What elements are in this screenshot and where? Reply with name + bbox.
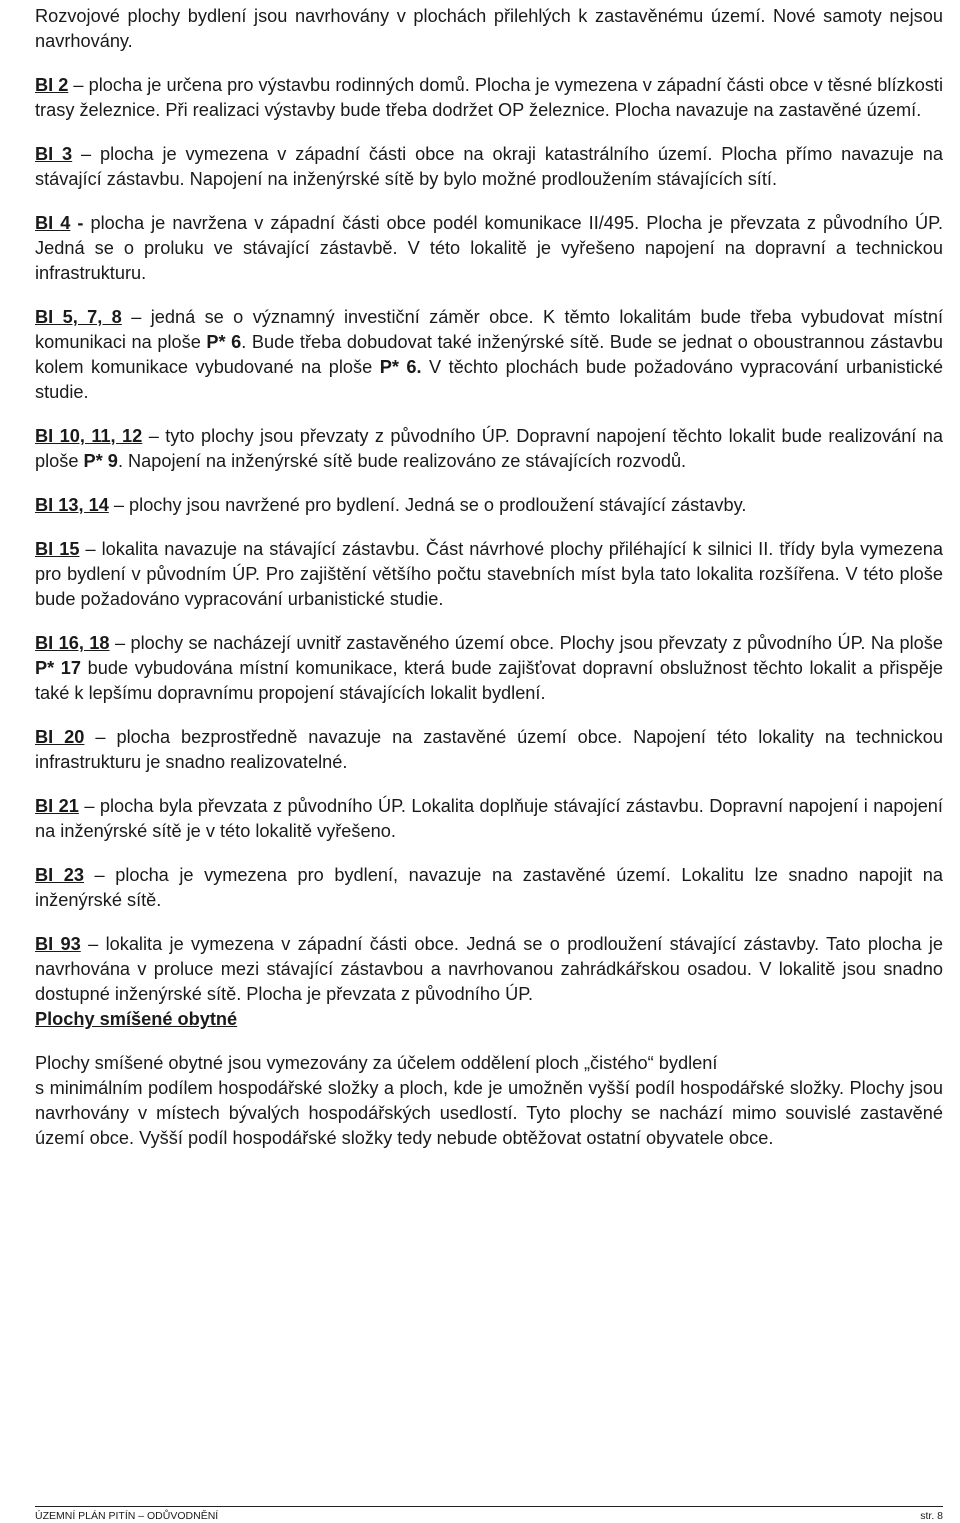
paragraph-text: – plocha je vymezena pro bydlení, navazuje na zastavěné území. Lokalitu lze snadno napojit na inženýrské sítě. [35,865,943,910]
paragraph-text: – plocha bezprostředně navazuje na zastavěné území obce. Napojení této lokality na technickou infrastrukturu je snadno realizovatelné. [35,727,943,772]
plot-reference: P* 6. [379,357,422,377]
paragraph-text: – plocha byla převzata z původního ÚP. Lokalita doplňuje stávající zástavbu. Dopravní napojení i napojení na inženýrské sítě je v této lokalitě vyřešeno. [35,796,943,841]
plot-code: BI 23 [35,865,84,885]
plot-code: BI 2 [35,75,69,95]
page-footer [35,1506,943,1522]
plot-code: BI 20 [35,727,85,747]
footer-page-number: str. 8 [920,1510,943,1522]
paragraph-bi-20 [35,725,943,775]
plot-code: BI 16, 18 [35,633,110,653]
plot-code: BI 4 [35,213,71,233]
paragraph-text: – jedná se o významný investiční záměr obce. K těmto lokalitám bude třeba vybudovat místní komunikaci na ploše [35,307,943,352]
paragraph-bi-23 [35,863,943,913]
paragraph-text: – lokalita navazuje na stávající zástavbu. Část návrhové plochy přiléhající k silnici II. třídy byla vymezena pro bydlení v původním ÚP. Pro zajištění většího počtu stavebních míst byla tato lokalita rozšířena. V této ploše bude požadováno vypracování urbanistické studie. [35,539,943,609]
paragraph-text: – lokalita je vymezena v západní části obce. Jedná se o prodloužení stávající zástavby. Tato plocha je navrhována v proluce mezi stávající zástavbou a navrhovanou zahrádkářskou osadou. V lokalitě jsou snadno dostupné inženýrské sítě. Plocha je převzata z původního ÚP. [35,934,943,1004]
paragraph-intro [35,4,943,54]
paragraph-first-line: Plochy smíšené obytné jsou vymezovány za účelem oddělení ploch „čistého“ bydlení [35,1053,718,1073]
plot-code: BI 5, 7, 8 [35,307,122,327]
paragraph-text: – plochy se nacházejí uvnitř zastavěného území obce. Plochy jsou převzaty z původního ÚP. Na ploše [109,633,943,653]
paragraph-text: bude vybudována místní komunikace, která bude zajišťovat dopravní obslužnost těchto lokalit a přispěje také k lepšímu dopravnímu propojení stávajících lokalit bydlení. [35,658,943,703]
paragraph-text: s minimálním podílem hospodářské složky a ploch, kde je umožněn vyšší podíl hospodářské složky. Plochy jsou navrhovány v místech bývalých hospodářských usedlostí. Tyto plochy se nachází mimo souvislé zastavěné území obce. Vyšší podíl hospodářské složky tedy nebude obtěžovat ostatní obyvatele obce. [35,1078,943,1148]
paragraph-bi-3 [35,142,943,192]
paragraph-text: – plocha je určena pro výstavbu rodinných domů. Plocha je vymezena v západní části obce v těsné blízkosti trasy železnice. Při realizaci výstavby bude třeba dodržet OP železnice. Plocha navazuje na zastavěné území. [35,75,944,120]
paragraph-bi-10-11-12 [35,424,943,474]
plot-reference: P* 6 [206,332,242,352]
document-body [35,4,943,1151]
paragraph-bi-2 [35,73,943,123]
paragraph-bi-13-14 [35,493,943,518]
paragraph-bi-4 [35,211,943,286]
plot-code: BI 10, 11, 12 [35,426,143,446]
paragraph-text: . Napojení na inženýrské sítě bude realizováno ze stávajících rozvodů. [117,451,687,471]
plot-code: BI 13, 14 [35,495,109,515]
paragraph-text: – plocha je vymezena v západní části obce na okraji katastrálního území. Plocha přímo navazuje na stávající zástavbu. Napojení na inženýrské sítě by bylo možné prodloužením stávajících sítí. [35,144,943,189]
separator: - [70,213,91,233]
plot-reference: P* 9 [83,451,118,471]
paragraph-bi-5-7-8 [35,305,943,405]
plot-code: BI 93 [35,934,81,954]
plot-code: BI 21 [35,796,79,816]
paragraph-text: plocha je navržena v západní části obce podél komunikace II/495. Plocha je převzata z původního ÚP. Jedná se o proluku ve stávající zástavbě. V této lokalitě je vyřešeno napojení na dopravní a technickou infrastrukturu. [35,213,943,283]
paragraph-text: Rozvojové plochy bydlení jsou navrhovány v plochách přilehlých k zastavěnému území. Nové samoty nejsou navrhovány. [35,6,943,51]
plot-reference: P* 17 [35,658,82,678]
footer-document-title: ÚZEMNÍ PLÁN PITÍN – ODŮVODNĚNÍ [35,1510,219,1522]
paragraph-bi-15 [35,537,943,612]
paragraph-text: . Bude třeba dobudovat také inženýrské sítě. Bude se jednat o oboustrannou zástavbu kolem komunikace vybudované na ploše [35,332,943,377]
paragraph-bi-16-18 [35,631,943,706]
paragraph-bi-21 [35,794,943,844]
plot-code: BI 3 [35,144,73,164]
paragraph-bi-93 [35,932,943,1007]
plot-code: BI 15 [35,539,80,559]
paragraph-text: V těchto plochách bude požadováno vypracování urbanistické studie. [35,357,943,402]
paragraph-text: – tyto plochy jsou převzaty z původního ÚP. Dopravní napojení těchto lokalit bude realizování na ploše [35,426,944,471]
paragraph-mixed-residential [35,1051,943,1151]
paragraph-text: – plochy jsou navržené pro bydlení. Jedná se o prodloužení stávající zástavby. [108,495,747,515]
section-heading: Plochy smíšené obytné [35,1009,238,1029]
